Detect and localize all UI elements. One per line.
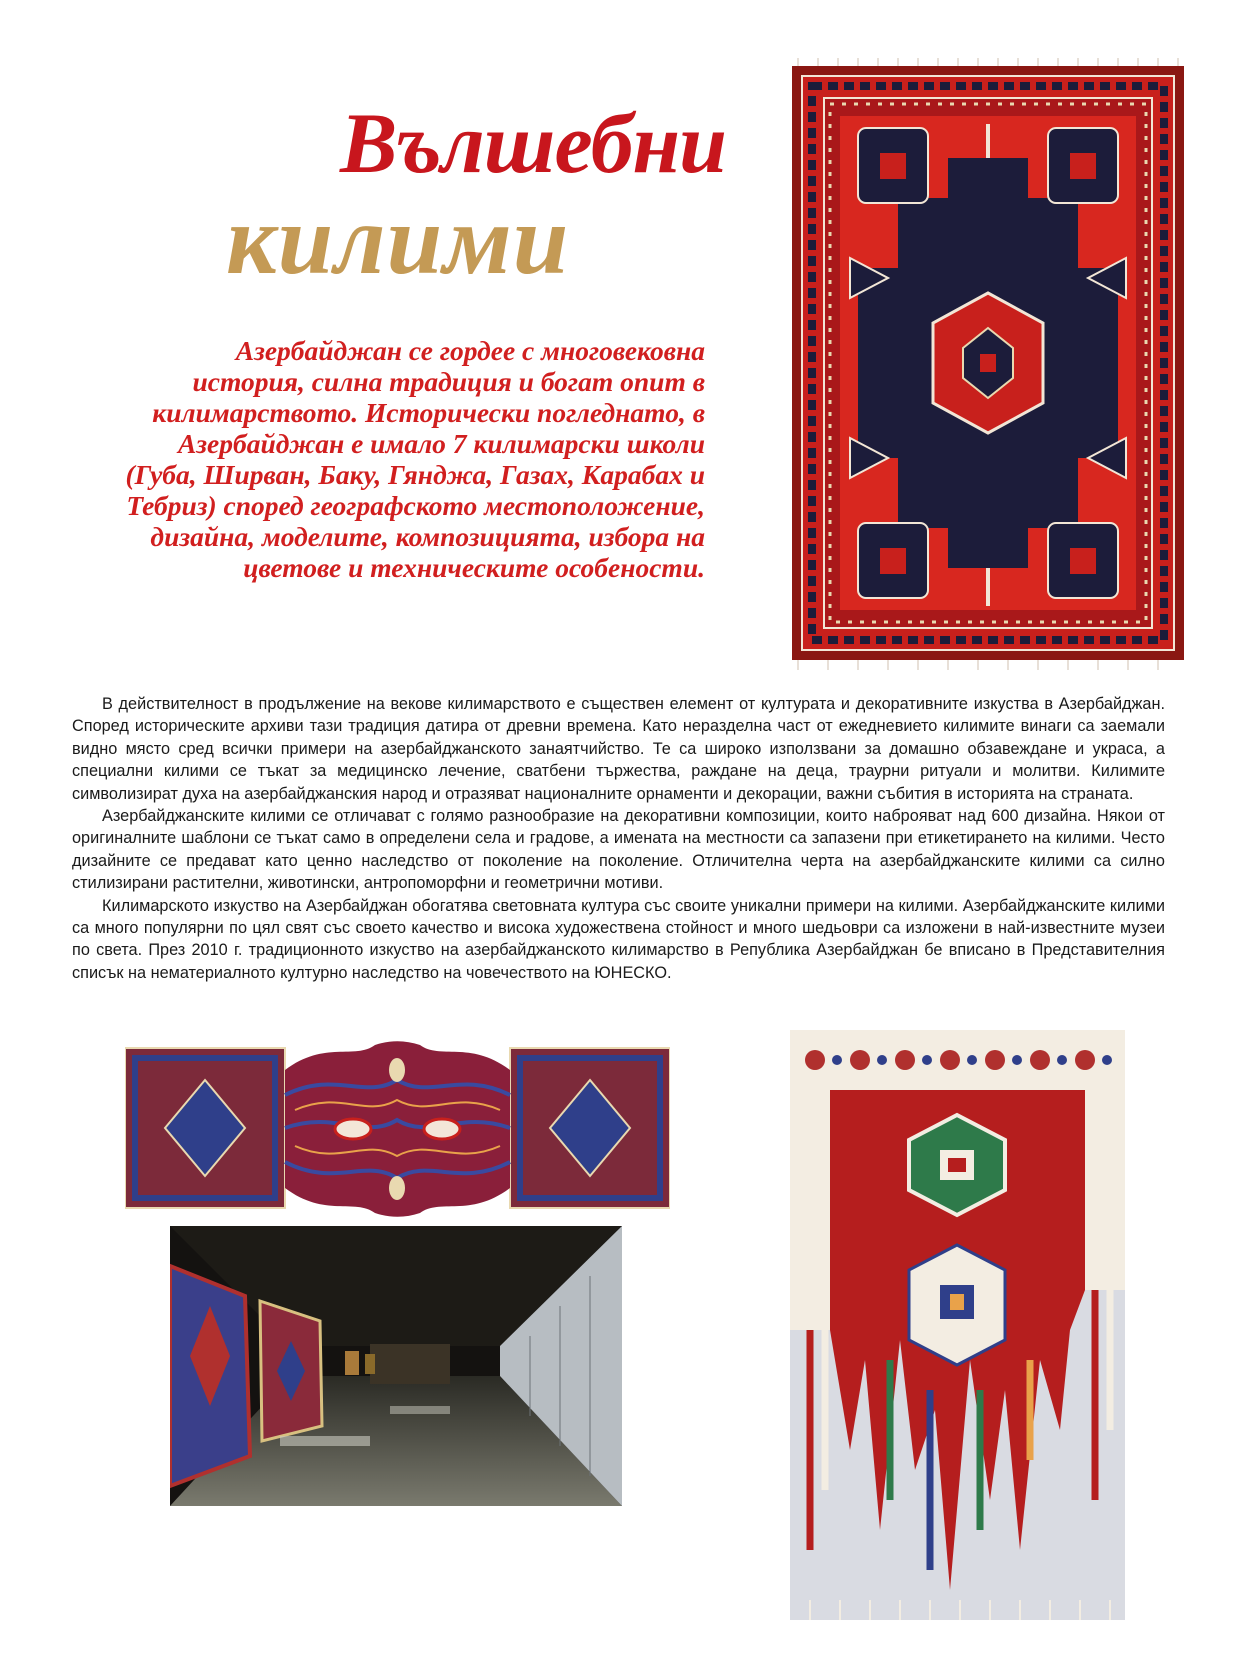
carpet-image-main <box>788 58 1188 670</box>
body-paragraph-2: Азербайджанските килими се отличават с голямо разнообразие на декоративни композиции, които наброяват над 600 дизайна. Някои от оригиналните шаблони се тъкат само в определени села и градове, а имената на местности са запазени при етикетирането на килими. Често дизайните се предават като ценно наследство от поколение на поколение. Отличителна черта на азербайджанските килими са силно стилизирани растителни, животински, антропоморфни и геометрични мотиви. <box>72 807 1165 893</box>
carpet-image-dripping <box>790 1030 1125 1620</box>
carpet-image-distorted <box>125 1040 670 1218</box>
title-line-2: килими <box>226 184 570 295</box>
body-text <box>72 693 1165 984</box>
body-paragraph-1: В действителност в продължение на векове килимарството е съществен елемент от културата и декоративните изкуства в Азербайджан. Според историческите архиви тази традиция датира от древни времена. Като неразделна част от ежедневието килимите винаги са заемали видно място сред всички примери на азербайджанското занаятчийство. Те са широко използвани за домашно обзавеждане и украса, а специални килими се тъкат за медицинско лечение, сватбени тържества, раждане на деца, траурни ритуали и молитви. Килимите символизират духа на азербайджанския народ и отразяват националните орнаменти и декорации, важни събития в историята на страната. <box>72 695 1165 803</box>
intro-paragraph: Азербайджан се гордее с многовековна история, силна традиция и богат опит в килимарството. Исторически погледнато, в Азербайджан е имало 7 килимарски школи (Губа, Ширван, Баку, Гянджа, Газах, Карабах и Тебриз) според географското местоположение, дизайна, моделите, композицията, избора на цветове и техническите особености. <box>125 335 705 583</box>
title-line-1: Вълшебни <box>340 95 726 191</box>
body-paragraph-3: Килимарското изкуство на Азербайджан обогатява световната култура със своите уникални примери на килими. Азербайджанските килими са много популярни по цял свят със своето качество и висока художествена стойност и много шедьоври са изложени в най-известните музеи по света. През 2010 г. традиционното изкуство на азербайджанското килимарство в Република Азербайджан бе вписано в Представителния списък на нематериалното културно наследство на човечеството на ЮНЕСКО. <box>72 896 1165 982</box>
museum-photo <box>170 1226 622 1506</box>
